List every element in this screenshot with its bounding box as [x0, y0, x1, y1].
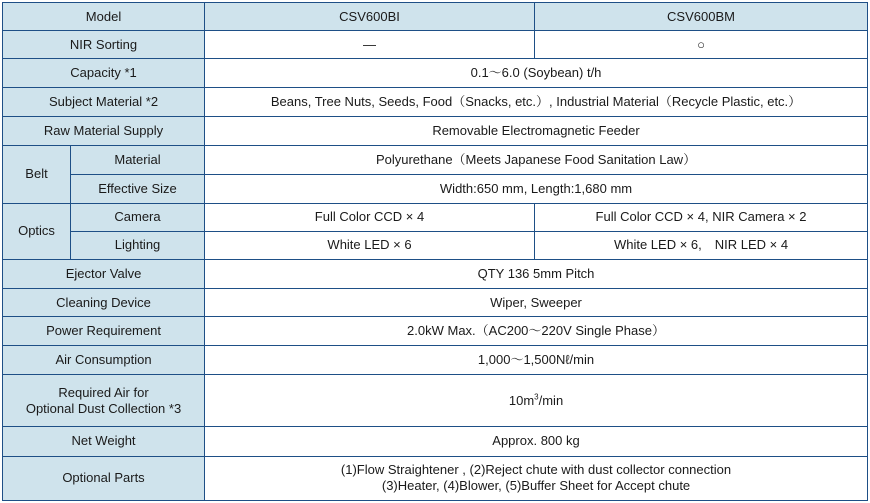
- raw-material-supply-value: Removable Electromagnetic Feeder: [205, 116, 868, 145]
- row-cleaning-device: [3, 289, 868, 317]
- cleaning-device-value: Wiper, Sweeper: [205, 289, 868, 317]
- nir-sorting-bm: ○: [535, 31, 868, 59]
- row-optics-lighting: [3, 231, 868, 259]
- row-ejector-valve: [3, 260, 868, 289]
- capacity-label: Capacity *1: [3, 59, 205, 87]
- nir-sorting-label: NIR Sorting: [3, 31, 205, 59]
- spec-table: [2, 2, 868, 501]
- air-consumption-label: Air Consumption: [3, 345, 205, 374]
- row-net-weight: [3, 427, 868, 456]
- cleaning-device-label: Cleaning Device: [3, 289, 205, 317]
- row-air-consumption: [3, 345, 868, 374]
- belt-material-value: Polyurethane（Meets Japanese Food Sanitation Law）: [205, 146, 868, 175]
- model-csv600bi: CSV600BI: [205, 3, 535, 31]
- ejector-valve-label: Ejector Valve: [3, 260, 205, 289]
- row-power-requirement: [3, 317, 868, 345]
- row-optional-parts: [3, 456, 868, 500]
- optional-parts-label: Optional Parts: [3, 456, 205, 500]
- optics-camera-label: Camera: [71, 203, 205, 231]
- raw-material-supply-label: Raw Material Supply: [3, 116, 205, 145]
- optional-parts-line2: (3)Heater, (4)Blower, (5)Buffer Sheet for Accept chute: [381, 478, 691, 494]
- model-csv600bm: CSV600BM: [535, 3, 868, 31]
- required-air-value-sup: 3: [534, 392, 539, 402]
- optics-camera-bi: Full Color CCD × 4: [205, 203, 535, 231]
- net-weight-value: Approx. 800 kg: [205, 427, 868, 456]
- nir-sorting-bi: —: [205, 31, 535, 59]
- power-requirement-value: 2.0kW Max.（AC200～220V Single Phase）: [205, 317, 868, 345]
- optics-lighting-bm: White LED × 6, NIR LED × 4: [535, 231, 868, 259]
- row-optics-camera: [3, 203, 868, 231]
- header-row: [3, 3, 868, 31]
- optics-label: Optics: [3, 203, 71, 259]
- belt-material-label: Material: [71, 146, 205, 175]
- row-belt-effective-size: [3, 175, 868, 203]
- required-air-value-main: 10m: [508, 392, 535, 408]
- air-consumption-value: 1,000～1,500Nℓ/min: [205, 345, 868, 374]
- subject-material-value: Beans, Tree Nuts, Seeds, Food（Snacks, etc.）, Industrial Material（Recycle Plastic, etc.）: [205, 87, 868, 116]
- optics-lighting-label: Lighting: [71, 231, 205, 259]
- optional-parts-line1: (1)Flow Straightener , (2)Reject chute with dust collector connection: [340, 462, 732, 478]
- belt-effective-size-label: Effective Size: [71, 175, 205, 203]
- optional-parts-value: [205, 456, 868, 500]
- optics-lighting-bi: White LED × 6: [205, 231, 535, 259]
- optics-camera-bm: Full Color CCD × 4, NIR Camera × 2: [535, 203, 868, 231]
- subject-material-label: Subject Material *2: [3, 87, 205, 116]
- row-subject-material: [3, 87, 868, 116]
- required-air-label-line1: Required Air for: [58, 384, 149, 400]
- required-air-value: [205, 374, 868, 426]
- row-raw-material-supply: [3, 116, 868, 145]
- ejector-valve-value: QTY 136 5mm Pitch: [205, 260, 868, 289]
- belt-label: Belt: [3, 146, 71, 203]
- model-label: Model: [3, 3, 205, 31]
- required-air-label-line2: Optional Dust Collection *3: [25, 400, 182, 416]
- row-nir-sorting: [3, 31, 868, 59]
- row-capacity: [3, 59, 868, 87]
- net-weight-label: Net Weight: [3, 427, 205, 456]
- capacity-value: 0.1～6.0 (Soybean) t/h: [205, 59, 868, 87]
- required-air-value-tail: /min: [538, 392, 564, 408]
- belt-effective-size-value: Width:650 mm, Length:1,680 mm: [205, 175, 868, 203]
- row-belt-material: [3, 146, 868, 175]
- power-requirement-label: Power Requirement: [3, 317, 205, 345]
- row-required-air: [3, 374, 868, 426]
- required-air-label: [3, 374, 205, 426]
